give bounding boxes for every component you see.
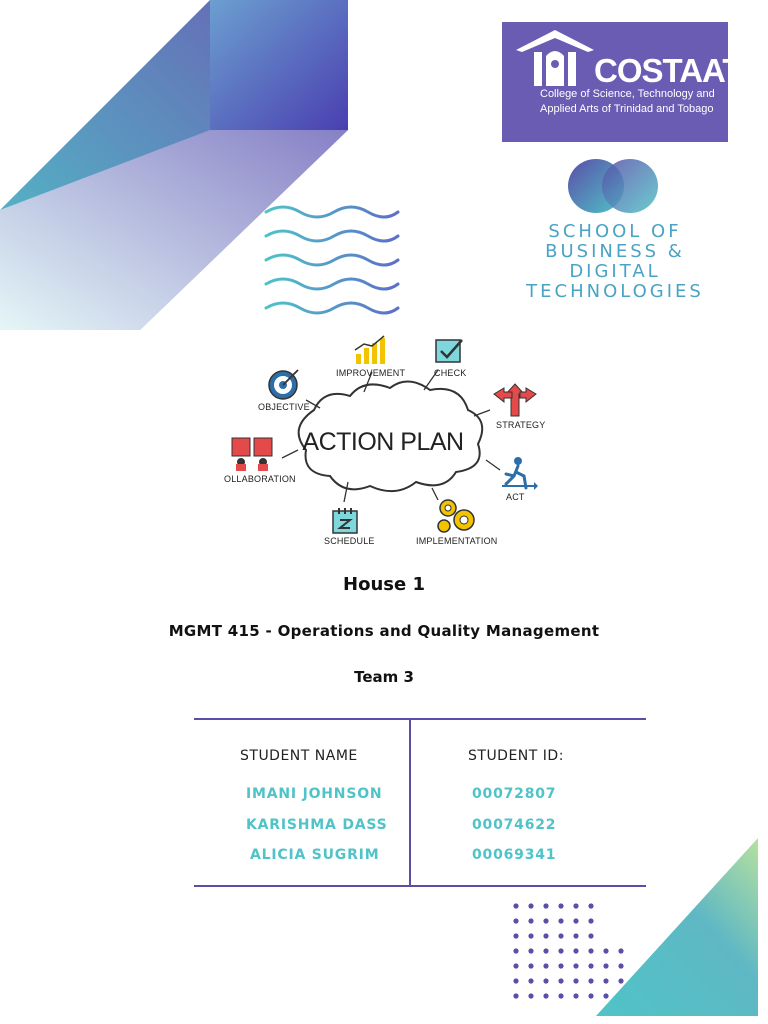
dot	[558, 918, 563, 923]
logo-subtitle-line1: College of Science, Technology and	[540, 88, 715, 100]
school-name	[500, 222, 730, 302]
strategy-icon	[490, 382, 540, 418]
school-line3: DIGITAL	[569, 261, 661, 282]
logo-subtitle	[540, 87, 722, 117]
school-line2: BUSINESS &	[545, 241, 685, 262]
course-title: MGMT 415 - Operations and Quality Management	[168, 622, 600, 640]
dot	[543, 978, 548, 983]
school-line1: SCHOOL OF	[548, 221, 682, 242]
student-id-1: 00072807	[472, 786, 557, 802]
dot	[513, 963, 518, 968]
logo-subtitle-line2: Applied Arts of Trinidad and Tobago	[540, 103, 714, 115]
decorative-bottom-right-triangle	[596, 838, 768, 1018]
dot	[528, 978, 533, 983]
dot	[588, 933, 593, 938]
dot	[513, 978, 518, 983]
table-top-border	[194, 718, 646, 720]
dot	[558, 933, 563, 938]
objective-icon	[266, 368, 300, 402]
label-collaboration: OLLABORATION	[224, 474, 296, 484]
header-student-name: STUDENT NAME	[240, 748, 358, 764]
dot	[528, 933, 533, 938]
dot	[528, 918, 533, 923]
label-objective: OBJECTIVE	[258, 402, 310, 412]
dot	[543, 948, 548, 953]
action-plan-illustration	[224, 330, 544, 555]
dot	[513, 948, 518, 953]
school-line4: TECHNOLOGIES	[526, 281, 704, 302]
dot	[543, 918, 548, 923]
dot	[528, 993, 533, 998]
dot	[588, 903, 593, 908]
header-student-id: STUDENT ID:	[468, 748, 564, 764]
dot	[513, 918, 518, 923]
dot	[573, 933, 578, 938]
dot	[558, 978, 563, 983]
dot	[558, 948, 563, 953]
team-title: Team 3	[354, 668, 414, 686]
student-name-1: IMANI JOHNSON	[246, 786, 383, 802]
label-strategy: STRATEGY	[496, 420, 546, 430]
dot	[573, 918, 578, 923]
table-bottom-border	[194, 885, 646, 887]
label-check: CHECK	[434, 368, 467, 378]
dot	[558, 903, 563, 908]
dot	[543, 933, 548, 938]
dot	[573, 978, 578, 983]
dot	[558, 993, 563, 998]
dot	[528, 948, 533, 953]
label-schedule: SCHEDULE	[324, 536, 375, 546]
dot	[543, 903, 548, 908]
dot	[573, 963, 578, 968]
wave-lines-decoration	[262, 198, 402, 318]
student-name-3: ALICIA SUGRIM	[250, 847, 380, 863]
dot	[528, 903, 533, 908]
schedule-icon	[330, 506, 360, 536]
dot	[588, 993, 593, 998]
label-act: ACT	[506, 492, 525, 502]
logo-name: COSTAATT	[594, 52, 761, 89]
student-id-3: 00069341	[472, 847, 557, 863]
dot	[588, 978, 593, 983]
dot	[573, 993, 578, 998]
dot	[588, 918, 593, 923]
dot	[543, 993, 548, 998]
student-name-2: KARISHMA DASS	[246, 817, 388, 833]
dot	[528, 963, 533, 968]
dot	[513, 993, 518, 998]
action-plan-title: ACTION PLAN	[302, 428, 464, 456]
implementation-icon	[434, 496, 478, 534]
dot	[543, 963, 548, 968]
dot	[513, 933, 518, 938]
dot	[588, 948, 593, 953]
act-icon	[498, 456, 538, 492]
collaboration-icon	[230, 434, 274, 472]
dot	[573, 903, 578, 908]
student-id-2: 00074622	[472, 817, 557, 833]
label-implementation: IMPLEMENTATION	[416, 536, 498, 546]
table-column-divider	[409, 718, 411, 887]
dot	[573, 948, 578, 953]
costaatt-logo	[502, 22, 761, 142]
label-improvement: IMPROVEMENT	[336, 368, 406, 378]
dot	[513, 903, 518, 908]
dot	[588, 963, 593, 968]
student-table	[194, 718, 646, 888]
house-logo-icon	[512, 26, 598, 90]
check-icon	[434, 336, 466, 366]
school-logo-icon	[566, 156, 662, 216]
dot	[558, 963, 563, 968]
house-title: House 1	[343, 574, 425, 595]
improvement-icon	[352, 334, 388, 366]
